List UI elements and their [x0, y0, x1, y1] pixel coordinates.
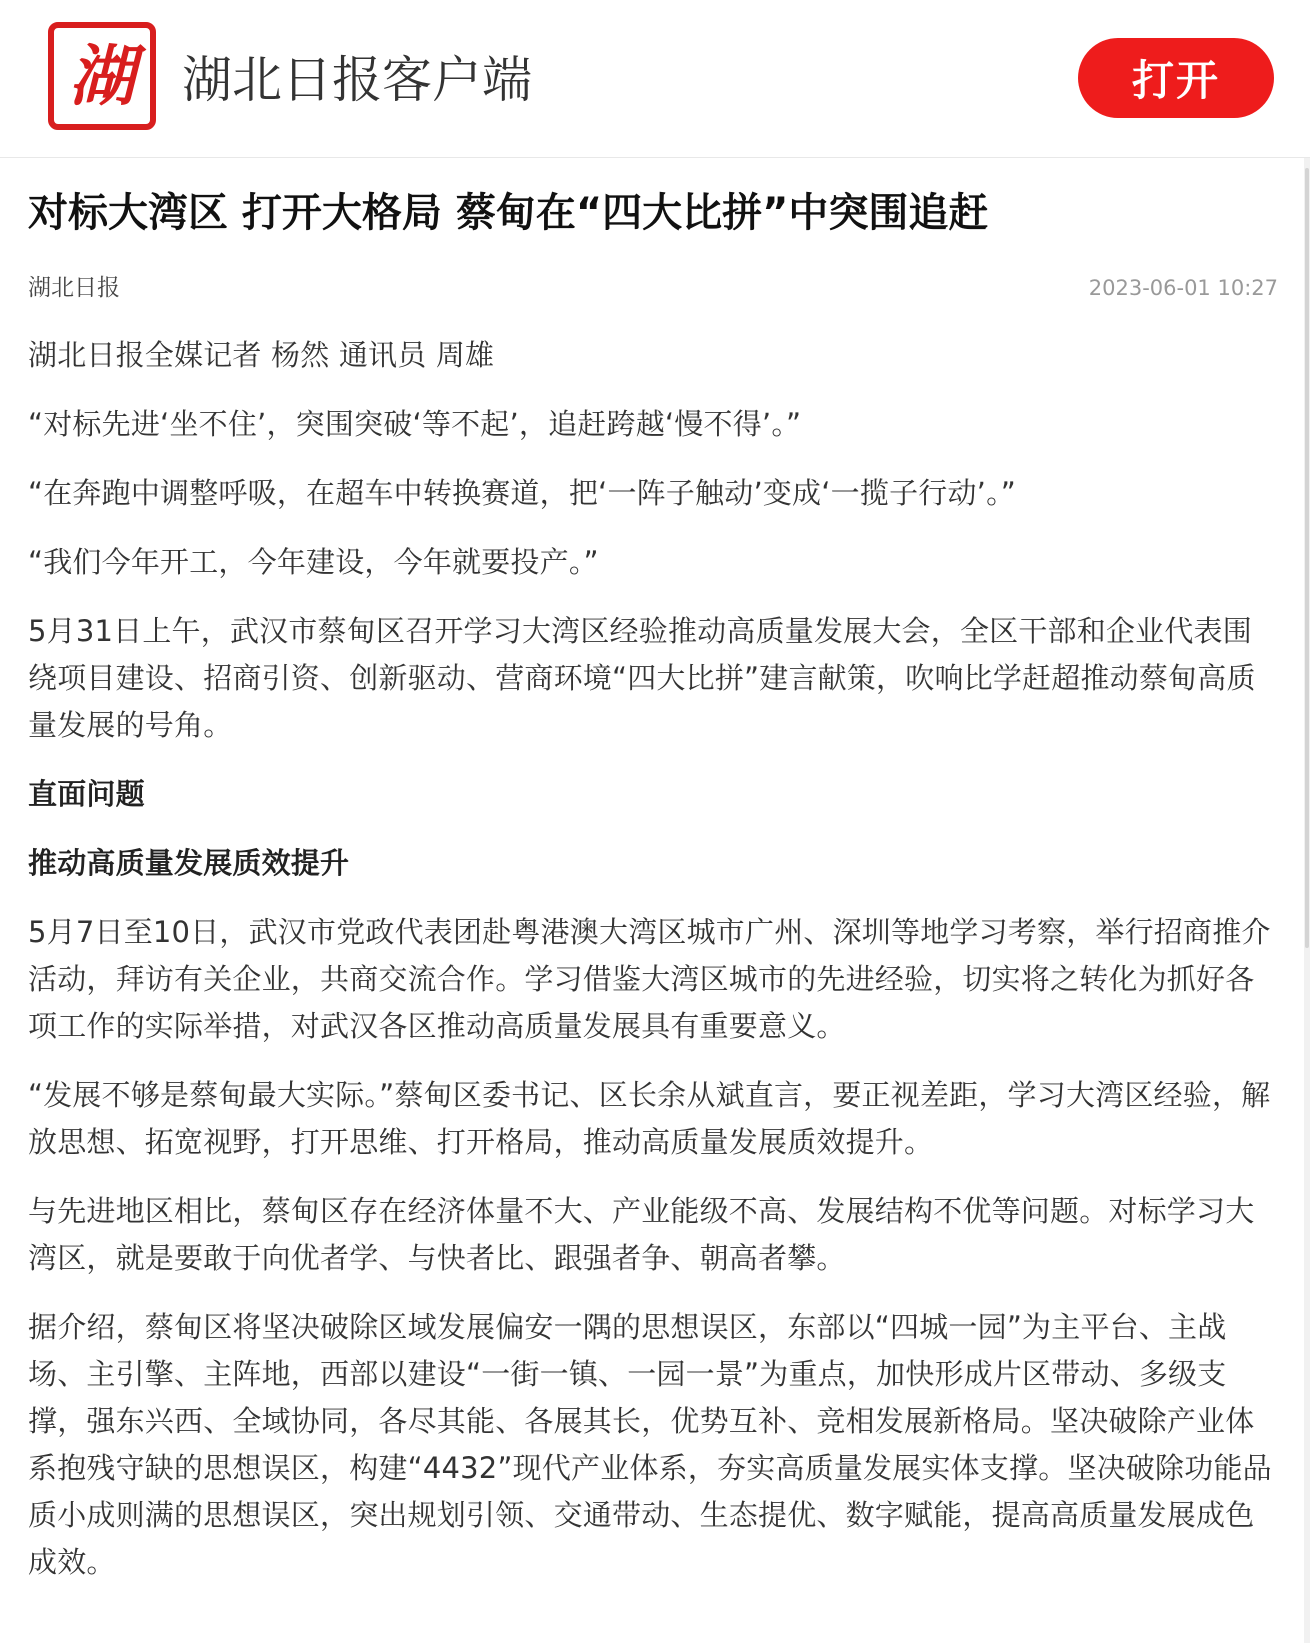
article — [28, 158, 1278, 1586]
intro-paragraph: 5月31日上午，武汉市蔡甸区召开学习大湾区经验推动高质量发展大会，全区干部和企业代表围绕项目建设、招商引资、创新驱动、营商环境“四大比拼”建言献策，吹响比学赶超推动蔡甸高质量发展的号角。 — [28, 614, 1256, 742]
article-byline: 湖北日报全媒记者 杨然 通讯员 周雄 — [28, 338, 495, 372]
body-paragraph: 5月7日至10日，武汉市党政代表团赴粤港澳大湾区城市广州、深圳等地学习考察，举行招商推介活动，拜访有关企业，共商交流合作。学习借鉴大湾区城市的先进经验，切实将之转化为抓好各项工作的实际举措，对武汉各区推动高质量发展具有重要意义。 — [28, 915, 1271, 1043]
page-scrollbar[interactable] — [1304, 158, 1310, 1643]
article-body — [28, 332, 1278, 1586]
section-subheading: 推动高质量发展质效提升 — [28, 846, 350, 880]
article-title: 对标大湾区 打开大格局 蔡甸在“四大比拼”中突围追赶 — [28, 190, 989, 236]
section-heading: 直面问题 — [28, 777, 145, 811]
app-name: 湖北日报客户端 — [182, 51, 532, 109]
hubei-daily-logo-icon[interactable] — [48, 22, 156, 130]
scrollbar-thumb[interactable] — [1305, 168, 1309, 948]
article-timestamp: 2023-06-01 10:27 — [1088, 276, 1278, 300]
article-source[interactable]: 湖北日报 — [28, 275, 120, 301]
body-paragraph: 与先进地区相比，蔡甸区存在经济体量不大、产业能级不高、发展结构不优等问题。对标学习大湾区，就是要敢于向优者学、与快者比、跟强者争、朝高者攀。 — [28, 1194, 1255, 1275]
open-app-button[interactable]: 打开 — [1078, 38, 1274, 118]
quote-paragraph: “我们今年开工，今年建设，今年就要投产。” — [28, 545, 599, 579]
app-download-banner — [0, 0, 1310, 158]
body-paragraph: “发展不够是蔡甸最大实际。”蔡甸区委书记、区长余从斌直言，要正视差距，学习大湾区经验，解放思想、拓宽视野，打开思维、打开格局，推动高质量发展质效提升。 — [28, 1078, 1271, 1159]
body-paragraph: 据介绍，蔡甸区将坚决破除区域发展偏安一隅的思想误区，东部以“四城一园”为主平台、主战场、主引擎、主阵地，西部以建设“一街一镇、一园一景”为重点，加快形成片区带动、多级支撑，强东兴西、全域协同，各尽其能、各展其长，优势互补、竞相发展新格局。坚决破除产业体系抱残守缺的思想误区，构建“4432”现代产业体系，夯实高质量发展实体支撑。坚决破除功能品质小成则满的思想误区，突出规划引领、交通带动、生态提优、数字赋能，提高高质量发展成色成效。 — [28, 1310, 1272, 1579]
quote-paragraph: “对标先进‘坐不住’，突围突破‘等不起’，追赶跨越‘慢不得’。” — [28, 407, 802, 441]
logo-char: 湖 — [69, 37, 135, 115]
article-meta — [28, 268, 1278, 308]
quote-paragraph: “在奔跑中调整呼吸，在超车中转换赛道，把‘一阵子触动’变成‘一揽子行动’。” — [28, 476, 1017, 510]
